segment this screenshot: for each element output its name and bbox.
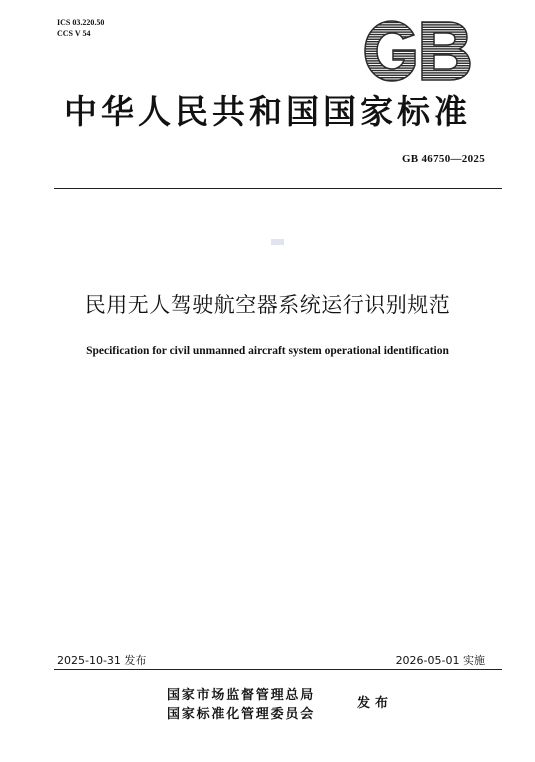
bottom-divider (54, 669, 502, 670)
issuer-samr: 国家市场监督管理总局 (167, 688, 316, 703)
classification-codes (57, 17, 104, 39)
document-title-chinese: 民用无人驾驶航空器系统运行识别规范 (84, 293, 451, 317)
ccs-code: CCS V 54 (57, 29, 91, 38)
standard-number: GB 46750—2025 (401, 153, 485, 165)
issue-date: 2025-10-31 发布 (57, 654, 147, 667)
ics-code: ICS 03.220.50 (57, 18, 105, 27)
issuer-sac: 国家标准化管理委员会 (167, 707, 316, 722)
gb-logo (362, 17, 474, 85)
top-divider (54, 188, 502, 189)
issue-action-label: 发布 (357, 696, 394, 711)
standard-category-title: 中华人民共和国国家标准 (64, 92, 471, 131)
watermark-mark (271, 239, 284, 245)
issuing-authorities (167, 686, 315, 724)
document-title-english: Specification for civil unmanned aircraft system operational identification (86, 345, 449, 357)
implementation-date: 2026-05-01 实施 (395, 654, 485, 667)
